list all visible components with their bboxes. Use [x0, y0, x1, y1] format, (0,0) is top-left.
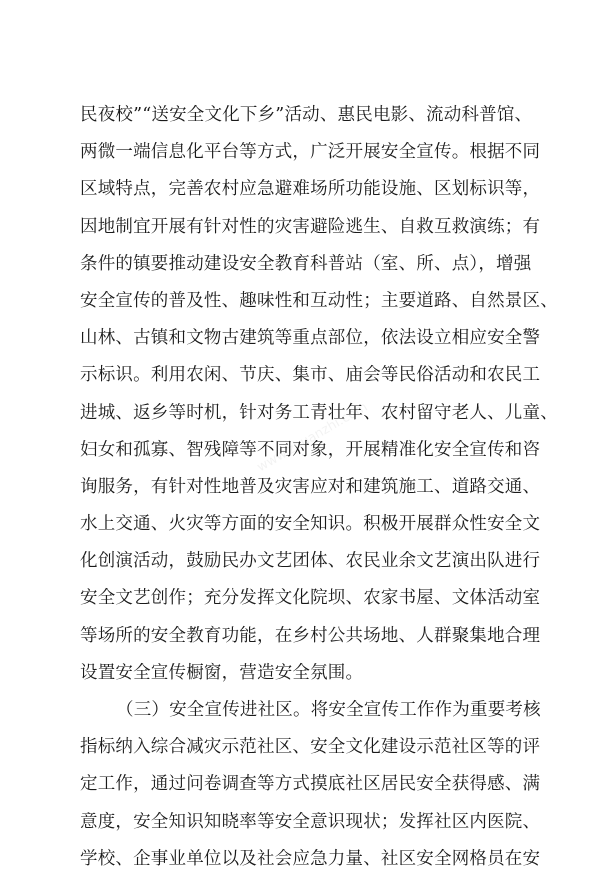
text-line: 意度，安全知识知晓率等安全意识现状；发挥社区内医院、	[80, 811, 541, 832]
text-line: 水上交通、火灾等方面的安全知识。积极开展群众性安全文	[80, 514, 541, 535]
text-line: 化创演活动，鼓励民办文艺团体、农民业余文艺演出队进行	[80, 551, 541, 572]
text-line: 安全文艺创作；充分发挥文化院坝、农家书屋、文体活动室	[80, 588, 541, 609]
text-line: 山林、古镇和文物古建筑等重点部位，依法设立相应安全警	[80, 328, 541, 349]
text-line: 条件的镇要推动建设安全教育科普站（室、所、点），增强	[80, 253, 532, 274]
text-line: 两微一端信息化平台等方式，广泛开展安全宣传。根据不同	[80, 142, 541, 163]
text-line: 因地制宜开展有针对性的灾害避险逃生、自救互救演练；有	[80, 216, 541, 237]
text-line: 等场所的安全教育功能，在乡村公共场地、人群聚集地合理	[80, 625, 541, 646]
text-line: 安全宣传的普及性、趣味性和互动性；主要道路、自然景区、	[80, 290, 558, 311]
text-line: 学校、企事业单位以及社会应急力量、社区安全网格员在安	[80, 848, 541, 869]
document-body	[80, 97, 558, 878]
text-line: 定工作，通过问卷调查等方式摸底社区居民安全获得感、满	[80, 774, 541, 795]
text-line: 询服务，有针对性地普及灾害应对和建筑施工、道路交通、	[80, 476, 541, 497]
text-line: 设置安全宣传橱窗，营造安全氛围。	[80, 662, 364, 683]
text-line: 民夜校”“送安全文化下乡”活动、惠民电影、流动科普馆、	[80, 105, 533, 125]
text-line: 进城、返乡等时机，针对务工青壮年、农村留守老人、儿童、	[80, 402, 558, 423]
text-line: 区域特点，完善农村应急避难场所功能设施、区划标识等，	[80, 179, 541, 200]
watermark-text: www.zhuanzhi.com	[254, 399, 371, 476]
text-line: 指标纳入综合减灾示范社区、安全文化建设示范社区等的评	[80, 737, 541, 758]
section-heading-line: （三）安全宣传进社区。将安全宣传工作作为重要考核	[116, 700, 541, 720]
text-line: 示标识。利用农闲、节庆、集市、庙会等民俗活动和农民工	[80, 365, 541, 386]
text-line: 妇女和孤寡、智残障等不同对象，开展精准化安全宣传和咨	[80, 439, 541, 460]
